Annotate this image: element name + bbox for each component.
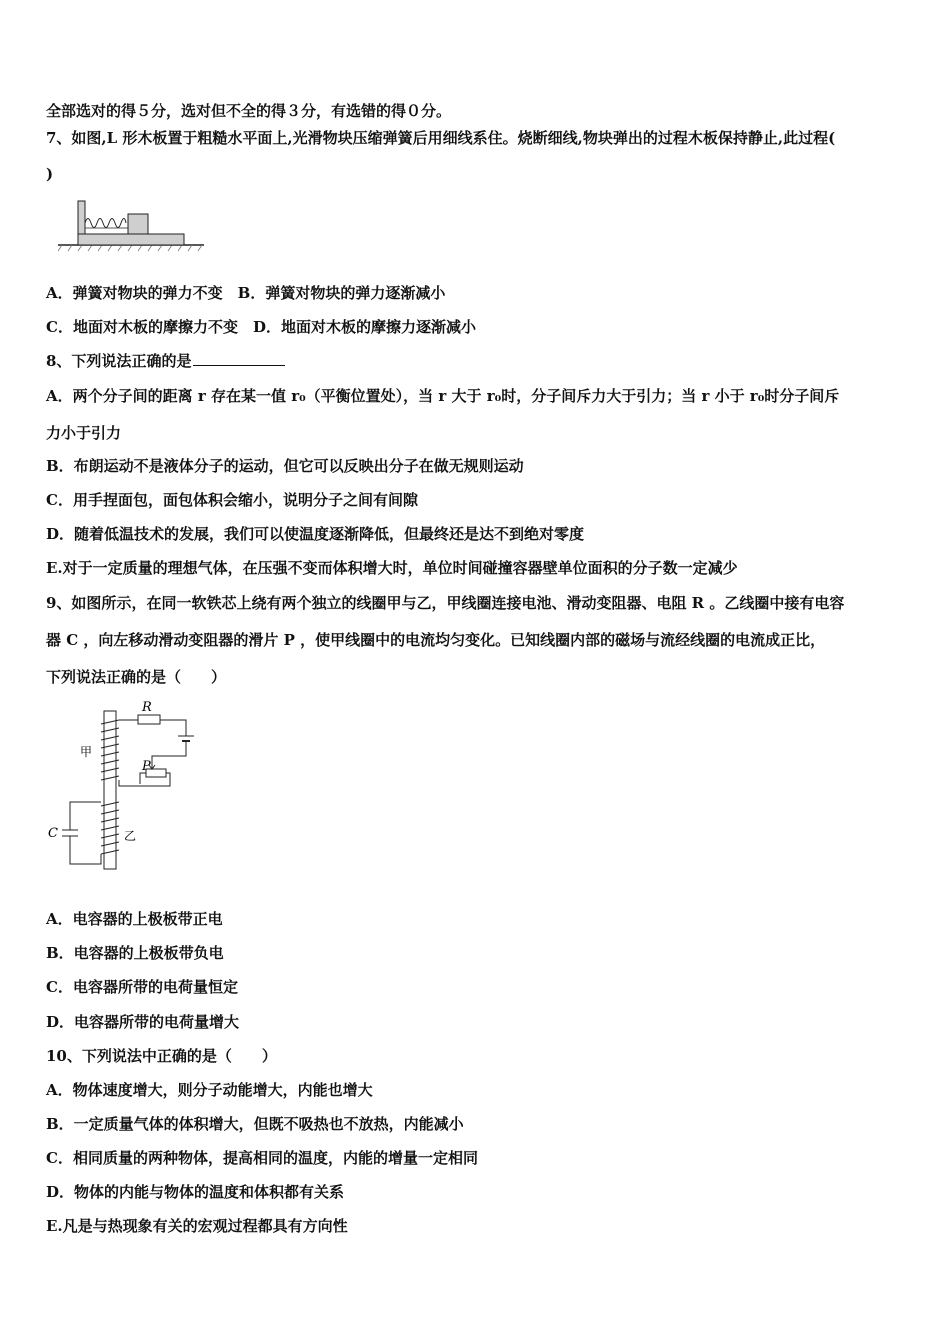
q8-option-e: E.对于一定质量的理想气体，在压强不变而体积增大时，单位时间碰撞容器壁单位面积的分子数一定减少	[46, 559, 738, 577]
label-P: P	[142, 759, 151, 774]
q8-option-a: A．两个分子间的距离 r 存在某一值 r₀（平衡位置处），当 r 大于 r₀时，分子间斥力大于引力；当 r 小于 r₀时分子间斥	[46, 387, 840, 405]
q9-stem-line-1: 9、如图所示，在同一软铁芯上绕有两个独立的线圈甲与乙，甲线圈连接电池、滑动变阻器、电阻 R 。乙线圈中接有电容	[46, 594, 845, 612]
label-jia: 甲	[80, 745, 93, 759]
q10-option-b: B．一定质量气体的体积增大，但既不吸热也不放热，内能减小	[46, 1115, 464, 1133]
label-R: R	[142, 700, 152, 715]
q7-options-cd: C．地面对木板的摩擦力不变 D．地面对木板的摩擦力逐渐减小	[46, 318, 476, 336]
q9-option-a: A．电容器的上极板带正电	[46, 910, 223, 928]
q9-figure-coil-circuit	[44, 696, 204, 876]
q9-option-c: C．电容器所带的电荷量恒定	[46, 978, 238, 996]
q7-figure-board-spring-block	[58, 198, 208, 254]
q9-stem-line-3: 下列说法正确的是（ ）	[46, 668, 227, 686]
scoring-note: 全部选对的得５分，选对但不全的得３分，有选错的得０分。	[46, 102, 452, 120]
q8-stem-text: 8、下列说法正确的是	[46, 352, 192, 370]
q8-option-d: D．随着低温技术的发展，我们可以使温度逐渐降低，但最终还是达不到绝对零度	[46, 525, 585, 543]
q10-option-a: A．物体速度增大，则分子动能增大，内能也增大	[46, 1081, 373, 1099]
q7-stem: 7、如图,L 形木板置于粗糙水平面上,光滑物块压缩弹簧后用细线系住。烧断细线,物块弹出的过程木板保持静止,此过程(	[46, 129, 836, 147]
q8-stem	[46, 351, 285, 371]
q8-option-c: C．用手捏面包，面包体积会缩小，说明分子之间有间隙	[46, 491, 418, 509]
label-yi: 乙	[124, 829, 137, 843]
q8-option-b: B．布朗运动不是液体分子的运动，但它可以反映出分子在做无规则运动	[46, 457, 524, 475]
q10-option-e: E.凡是与热现象有关的宏观过程都具有方向性	[46, 1217, 348, 1235]
label-C: C	[48, 826, 58, 841]
answer-blank	[193, 351, 285, 366]
q8-option-a-cont: 力小于引力	[46, 424, 122, 442]
q9-option-b: B．电容器的上极板带负电	[46, 944, 224, 962]
q7-stem-end: )	[46, 165, 54, 183]
q7-options-ab: A．弹簧对物块的弹力不变 B．弹簧对物块的弹力逐渐减小	[46, 284, 446, 302]
q10-option-c: C．相同质量的两种物体，提高相同的温度，内能的增量一定相同	[46, 1149, 478, 1167]
q9-stem-line-2: 器 C ，向左移动滑动变阻器的滑片 P ，使甲线圈中的电流均匀变化。已知线圈内部的磁场与流经线圈的电流成正比，	[46, 631, 826, 649]
q9-option-d: D．电容器所带的电荷量增大	[46, 1013, 240, 1031]
q10-stem: 10、下列说法中正确的是（ ）	[46, 1047, 277, 1065]
q10-option-d: D．物体的内能与物体的温度和体积都有关系	[46, 1183, 345, 1201]
